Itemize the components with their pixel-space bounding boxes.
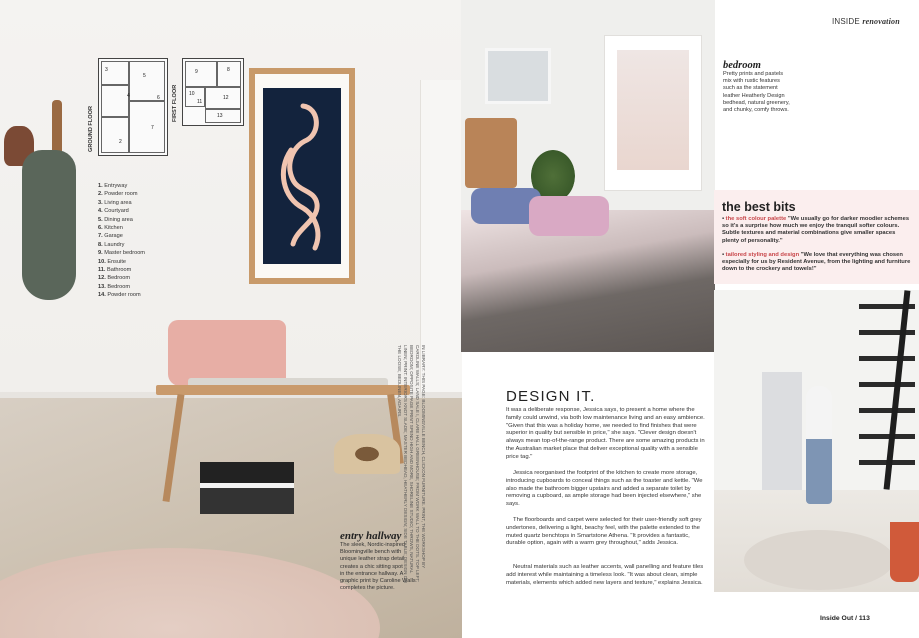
legend-item xyxy=(98,182,178,190)
man-walking xyxy=(806,386,832,504)
first-floor-label: FIRST FLOOR xyxy=(172,84,178,122)
room-legend xyxy=(98,182,178,300)
legend-item xyxy=(98,249,178,257)
legend-room-name: Courtyard xyxy=(104,208,129,215)
room-number: 13 xyxy=(217,113,223,119)
green-tote-bag xyxy=(22,150,76,300)
room-number: 7 xyxy=(151,125,154,131)
legend-item xyxy=(98,291,178,299)
caption-title: entry hallway xyxy=(340,530,402,542)
section-name: INSIDE xyxy=(832,17,860,26)
caption-line: such as the statement xyxy=(723,85,778,92)
caption-line: The sleek, Nordic-inspired xyxy=(340,542,405,548)
article-heading: DESIGN IT. xyxy=(506,388,596,405)
caption-line: Bloomingville bench with xyxy=(340,549,402,556)
panelled-door xyxy=(762,372,802,502)
room-number: 8 xyxy=(227,67,230,73)
best-bit-text: "We usually go for darker moodier schemes so it's a surprise how much we enjoy the tranquil softer colours. Subtle textures and material combinations give smaller spaces plenty of personality." xyxy=(722,216,910,244)
floor-plans xyxy=(84,58,244,154)
clerestory-window xyxy=(485,48,551,104)
room-number: 9 xyxy=(195,69,198,75)
article-paragraph: Neutral materials such as leather accents, wall panelling and feature tiles add interest while maintaining a timeless look. "It was about clean, simple materials, elements which added new layers and texture," explains Jessica. xyxy=(506,564,704,586)
legend-room-name: Kitchen xyxy=(104,225,123,232)
room-number: 2 xyxy=(119,139,122,145)
legend-number: 14. xyxy=(98,292,108,299)
room-number: 6 xyxy=(157,95,160,101)
legend-room-name: Powder room xyxy=(107,292,141,299)
caption-line: in the entrance hallway. A xyxy=(340,570,404,577)
legend-room-name: Garage xyxy=(104,233,123,240)
photo-credits: IN LIBRARY: THIS PAGE: BLOOMINGVILLE BENCH, CLICKON FURNITURE. PRINT, THE WORKSHOP BY CAROLINE WALLS; LAND SALE I, CLARE HALL GREENHOUSE; FROM WORK WALL TO THE DOTS. TOP LEFT: BEDROOM; OPPOSITE PAGE PRINT SPEND HIGH AND MORE, SHORELINE STUDIO; THROWS, NATURAL LINEN; PRINT: INTERIORS KNOT SLADE; MASTER BEDHEAD, HEATHERLY DESIGN; SIDE TABLE; DESIGN ON THE LOOSE; BEDLINEN, ADAIRS. xyxy=(397,345,426,583)
bedroom-caption xyxy=(723,60,823,114)
best-bit-lead: tailored styling and design xyxy=(725,252,800,258)
magazine-name: Inside Out xyxy=(820,615,854,622)
legend-room-name: Bedroom xyxy=(107,283,131,290)
legend-room-name: Ensuite xyxy=(107,258,127,265)
legend-item xyxy=(98,207,178,215)
best-bit-text: "We love that everything was chosen especially for us by Resident Avenue, from the lighting and furniture down to the crockery and towels!" xyxy=(722,252,911,273)
legend-room-name: Master bedroom xyxy=(104,250,145,257)
best-bit-item: ▪ tailored styling and design "We love that everything was chosen especially for us by Resident Avenue, from the lighting and furniture down to the crockery and towels!" xyxy=(722,252,911,273)
page-folio: Inside Out / 113 xyxy=(820,615,870,622)
legend-number: 9. xyxy=(98,250,105,257)
legend-number: 3. xyxy=(98,199,105,206)
pink-cushion xyxy=(168,320,286,386)
best-bits-box xyxy=(714,190,919,284)
legend-number: 11. xyxy=(98,267,108,274)
staircase-photo xyxy=(714,290,919,592)
best-bits-title: the best bits xyxy=(722,200,796,214)
caption-line: bedhead, natural greenery, xyxy=(723,99,790,106)
legend-number: 8. xyxy=(98,241,105,248)
legend-item xyxy=(98,241,178,249)
legend-room-name: Living area xyxy=(104,199,132,206)
legend-room-name: Entryway xyxy=(104,183,128,189)
page-number: 113 xyxy=(858,615,870,622)
legend-item xyxy=(98,232,178,240)
legend-room-name: Laundry xyxy=(104,241,125,248)
orange-plant-pot xyxy=(890,522,919,582)
article-paragraph: Jessica reorganised the footprint of the kitchen to create more storage, introducing cupboards to conceal things such as the toaster and kettle. "We also made the bathroom bigger upstairs and added a separate toilet by removing a cupboard, as ample storage had been injected elsewhere," she says. xyxy=(506,470,703,508)
article-paragraph: The floorboards and carpet were selected for their user-friendly soft grey undertones, delivering a light, beachy feel, with the palette extended to the muted quartz benchtops in Smartstone Athena. "It provides a fantastic, durable option, again with a warm grey throughout," adds Jessica. xyxy=(506,517,702,547)
best-bit-item: ▪ the soft colour palette "We usually go for darker moodier schemes so it's a surprise how much we enjoy the tranquil softer colours. Subtle textures and material combinations give smaller spaces plenty of personality." xyxy=(722,216,910,244)
leather-bedhead xyxy=(465,118,517,188)
article-paragraph: It was a deliberate response, Jessica says, to present a home where the family could unwind, via both low maintenance living and an easy ambience. "Given that this was a holiday home, we needed to find finishes that were superior in quality but sensible in price," she says. "Clever design doesn't always mean top-of-the-range product. There are some amazing products in the Australian market place that deliver exceptional quality with a sensible price tag." xyxy=(506,407,705,460)
caption-line: leather Heatherly Design xyxy=(723,92,785,99)
first-floor-plan xyxy=(182,58,244,126)
room-number: 3 xyxy=(105,67,108,73)
caption-line: Pretty prints and pastels xyxy=(723,71,784,77)
legend-number: 4. xyxy=(98,208,105,215)
print-artwork xyxy=(263,88,341,264)
legend-item xyxy=(98,274,178,282)
floral-cushion xyxy=(529,196,609,236)
legend-room-name: Bathroom xyxy=(107,267,132,274)
bedroom-photo xyxy=(461,0,715,352)
legend-item xyxy=(98,190,178,198)
best-bit-lead: the soft colour palette xyxy=(725,216,787,222)
caption-line: and chunky, comfy throws. xyxy=(723,107,789,114)
round-rug xyxy=(744,530,894,590)
legend-number: 1. xyxy=(98,183,105,189)
legend-item xyxy=(98,199,178,207)
caption-line: completes the picture. xyxy=(340,585,395,592)
ground-floor-label: GROUND FLOOR xyxy=(88,106,94,152)
legend-room-name: Bedroom xyxy=(107,275,131,282)
room-number: 12 xyxy=(223,95,229,101)
room-number: 10 xyxy=(189,91,195,97)
legend-number: 13. xyxy=(98,283,108,290)
legend-number: 12. xyxy=(98,275,108,282)
legend-item xyxy=(98,224,178,232)
caption-line: creates a chic sitting spot xyxy=(340,563,403,570)
legend-room-name: Dining area xyxy=(104,216,133,223)
figure-line-drawing xyxy=(263,88,341,264)
room-number: 4 xyxy=(127,93,130,99)
subsection-name: renovation xyxy=(862,17,900,26)
legend-item xyxy=(98,216,178,224)
legend-number: 10. xyxy=(98,258,108,265)
legend-number: 6. xyxy=(98,225,105,232)
caption-line: unique leather strap detail xyxy=(340,556,405,563)
legend-item xyxy=(98,266,178,274)
caption-line: mix with rustic features xyxy=(723,78,780,85)
caption-line: graphic print by Caroline Walls xyxy=(340,578,416,585)
caption-text xyxy=(723,71,823,114)
legend-number: 2. xyxy=(98,191,105,198)
room-number: 5 xyxy=(143,73,146,79)
legend-item xyxy=(98,283,178,291)
framed-graphic-print xyxy=(249,68,355,284)
framed-photo-print xyxy=(605,36,701,190)
room-number: 11 xyxy=(197,99,203,105)
legend-room-name: Powder room xyxy=(104,191,138,198)
section-header xyxy=(832,17,900,26)
legend-number: 5. xyxy=(98,216,105,223)
legend-item xyxy=(98,258,178,266)
ground-floor-plan xyxy=(98,58,168,156)
caption-title: bedroom xyxy=(723,60,761,71)
stacked-books xyxy=(200,462,294,514)
legend-number: 7. xyxy=(98,233,105,240)
